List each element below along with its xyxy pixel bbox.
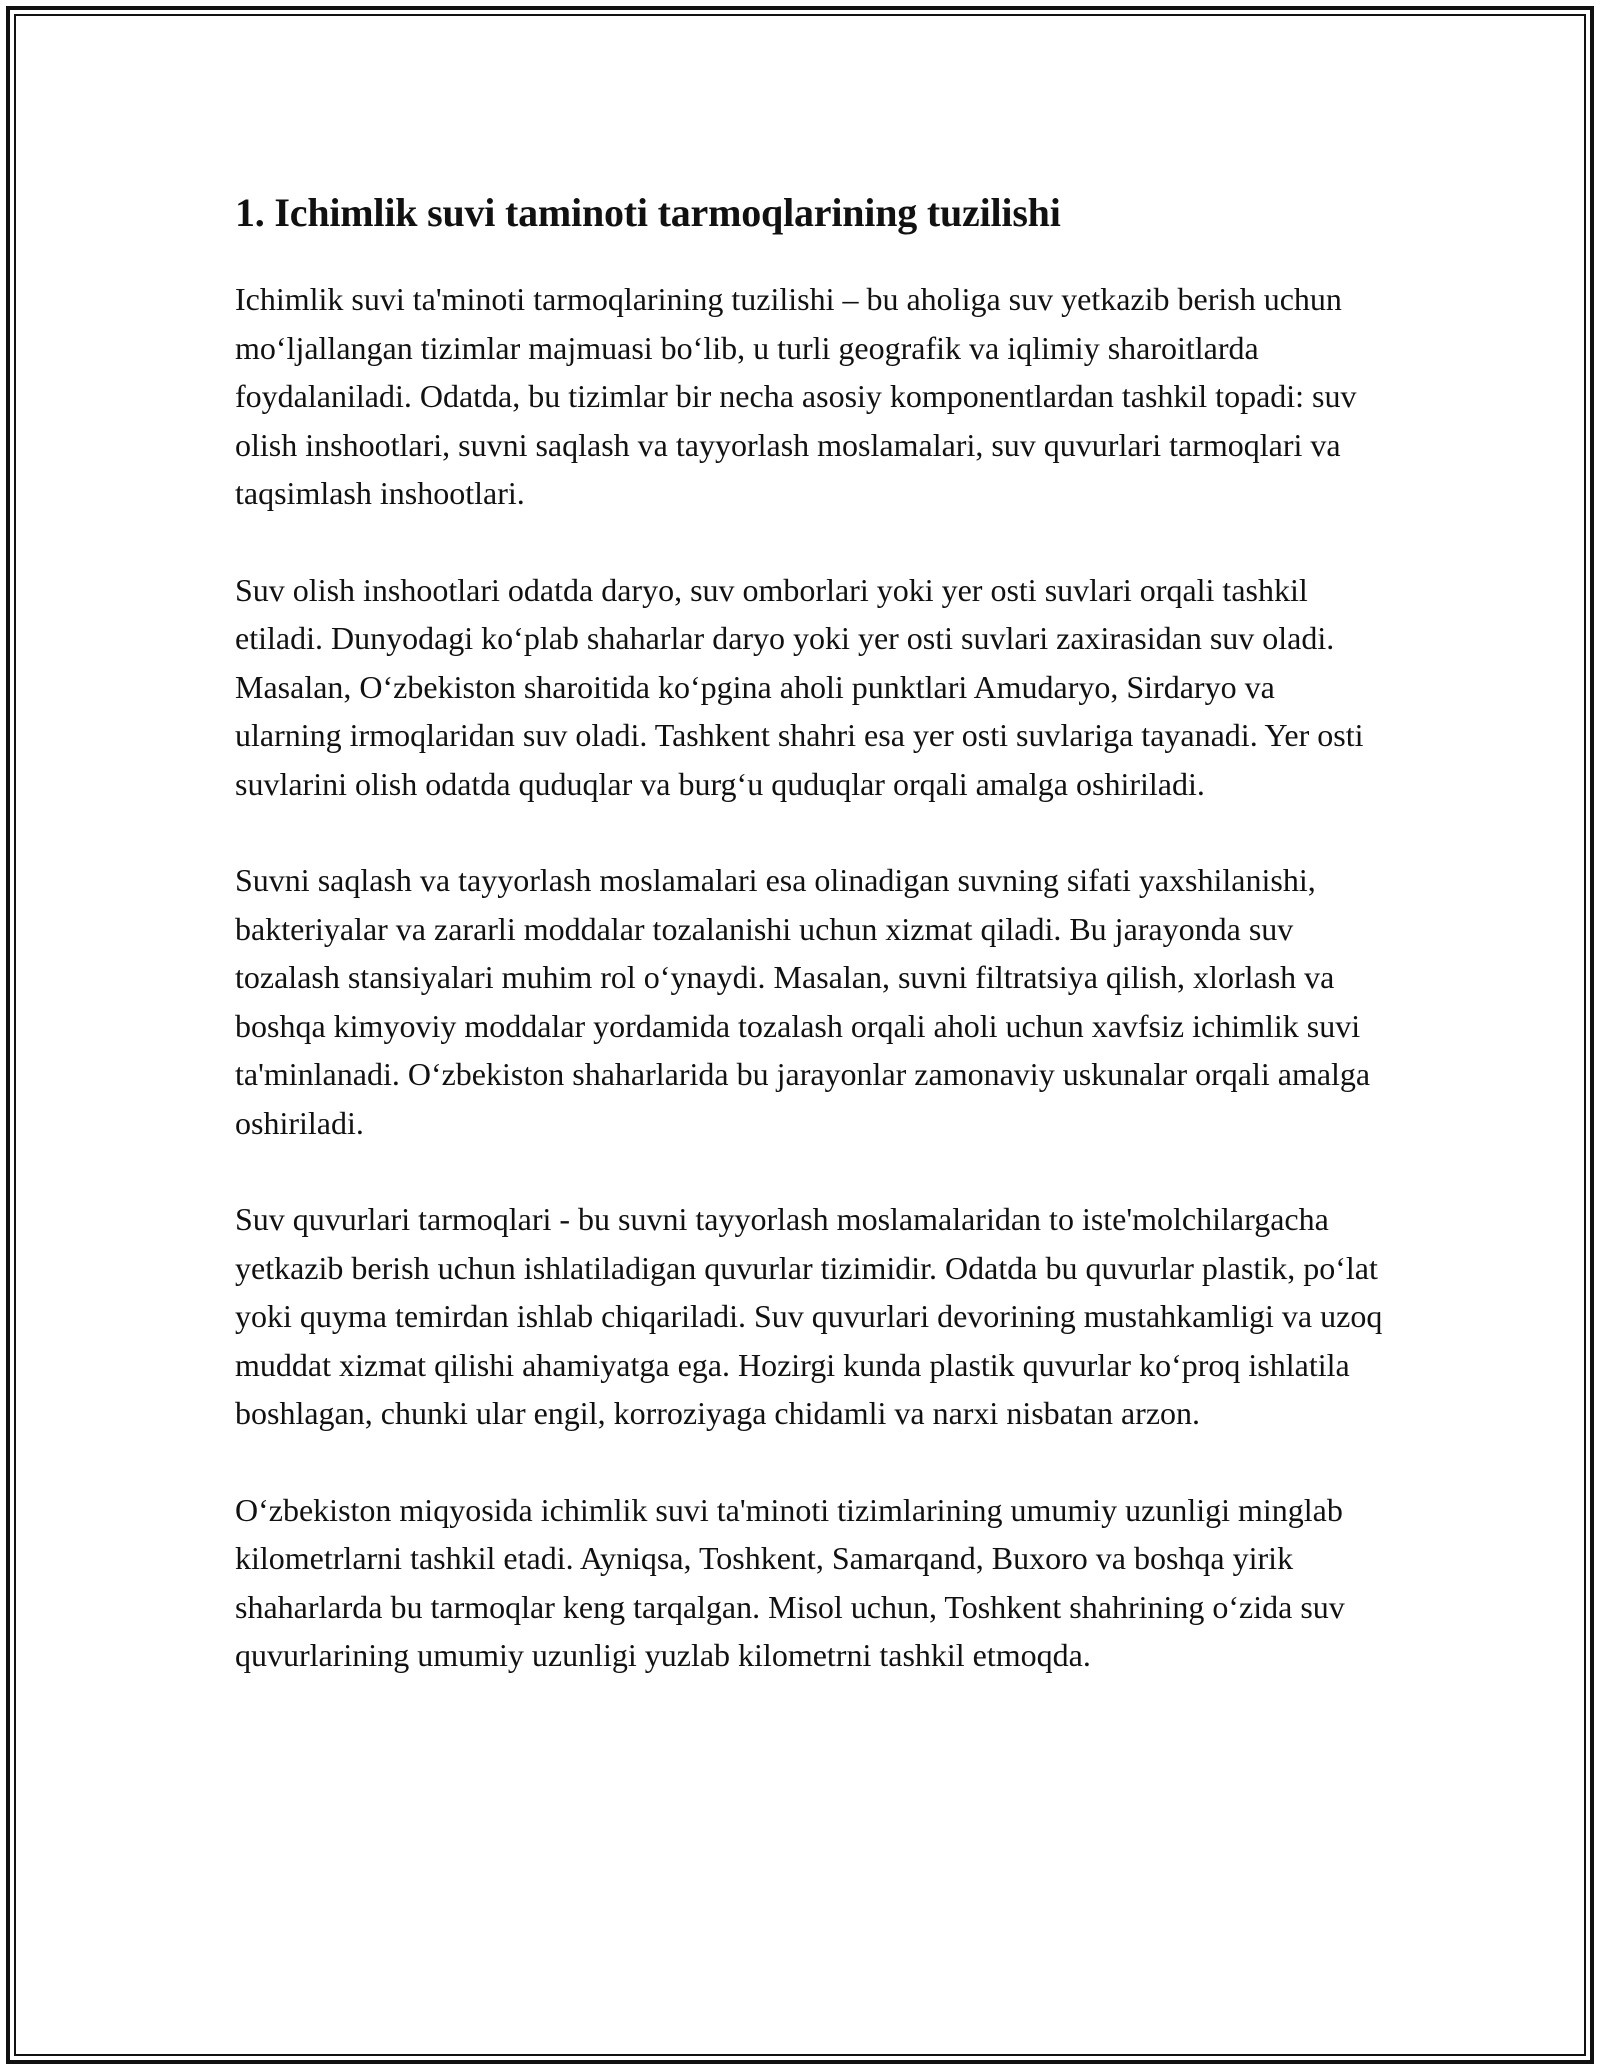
paragraph-pipe-networks: Suv quvurlari tarmoqlari - bu suvni tayyorlash moslamalaridan to iste'molchilargacha yetkazib berish uchun ishlatiladigan quvurlar tizimidir. Odatda bu quvurlar plastik, po‘lat yoki quyma temirdan ishlab chiqariladi. Suv quvurlari devorining mustahkamligi va uzoq muddat xizmat qilishi ahamiyatga ega. Hozirgi kunda plastik quvurlar ko‘proq ishlatila boshlagan, chunki ular engil, korroziyaga chidamli va narxi nisbatan arzon. (235, 1201, 1383, 1431)
paragraph-uzbekistan-scale: O‘zbekiston miqyosida ichimlik suvi ta'minoti tizimlarining umumiy uzunligi minglab kilometrlarni tashkil etadi. Ayniqsa, Toshkent, Samarqand, Buxoro va boshqa yirik shaharlarda bu tarmoqlar keng tarqalgan. Misol uchun, Toshkent shahrining o‘zida suv quvurlarining umumiy uzunligi yuzlab kilometrni tashkil etmoqda. (235, 1491, 1345, 1673)
document-body (235, 185, 1385, 1728)
section-heading: 1. Ichimlik suvi taminoti tarmoqlarining tuzilishi (235, 190, 1061, 235)
paragraph-intro: Ichimlik suvi ta'minoti tarmoqlarining tuzilishi – bu aholiga suv yetkazib berish uchun mo‘ljallangan tizimlar majmuasi bo‘lib, u turli geografik va iqlimiy sharoitlarda foydalaniladi. Odatda, bu tizimlar bir necha asosiy komponentlardan tashkil topadi: suv olish inshootlari, suvni saqlash va tayyorlash moslamalari, suv quvurlari tarmoqlari va taqsimlash inshootlari. (235, 281, 1357, 511)
paragraph-water-treatment: Suvni saqlash va tayyorlash moslamalari esa olinadigan suvning sifati yaxshilanishi, bakteriyalar va zararli moddalar tozalanishi uchun xizmat qiladi. Bu jarayonda suv tozalash stansiyalari muhim rol o‘ynaydi. Masalan, suvni filtratsiya qilish, xlorlash va boshqa kimyoviy moddalar yordamida tozalash orqali aholi uchun xavfsiz ichimlik suvi ta'minlanadi. O‘zbekiston shaharlarida bu jarayonlar zamonaviy uskunalar orqali amalga oshiriladi. (235, 862, 1371, 1141)
paragraph-water-intake: Suv olish inshootlari odatda daryo, suv omborlari yoki yer osti suvlari orqali tashkil etiladi. Dunyodagi ko‘plab shaharlar daryo yoki yer osti suvlari zaxirasidan suv oladi. Masalan, O‘zbekiston sharoitida ko‘pgina aholi punktlari Amudaryo, Sirdaryo va ularning irmoqlaridan suv oladi. Tashkent shahri esa yer osti suvlariga tayanadi. Yer osti suvlarini olish odatda quduqlar va burg‘u quduqlar orqali amalga oshiriladi. (235, 571, 1364, 802)
